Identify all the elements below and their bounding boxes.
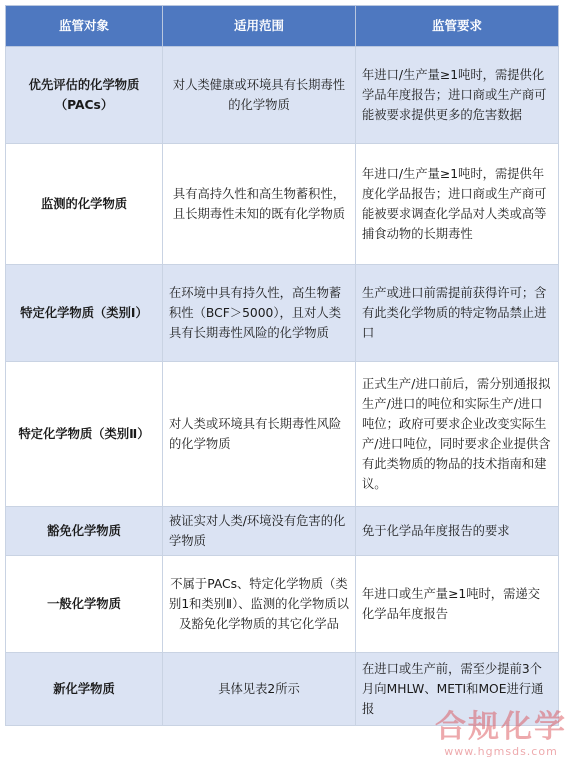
table-row <box>6 144 559 265</box>
cell-scope: 在环境中具有持久性，高生物蓄积性（BCF＞5000），且对人类具有长期毒性风险的化学物质 <box>163 265 356 362</box>
watermark-text: 合规化学 <box>435 709 567 745</box>
cell-category: 豁免化学物质 <box>6 507 163 556</box>
table-row <box>6 507 559 556</box>
cell-category: 一般化学物质 <box>6 556 163 653</box>
header-scope: 适用范围 <box>163 6 356 47</box>
cell-scope: 被证实对人类/环境没有危害的化学物质 <box>163 507 356 556</box>
cell-requirement: 年进口/生产量≥1吨时，需提供化学品年度报告；进口商或生产商可能被要求提供更多的危害数据 <box>356 47 559 144</box>
cell-scope: 不属于PACs、特定化学物质（类别1和类别Ⅱ）、监测的化学物质以及豁免化学物质的其它化学品 <box>163 556 356 653</box>
cell-scope: 具有高持久性和高生物蓄积性，且长期毒性未知的既有化学物质 <box>163 144 356 265</box>
cell-category: 新化学物质 <box>6 653 163 726</box>
watermark-logo <box>426 709 576 758</box>
header-requirement: 监管要求 <box>356 6 559 47</box>
table-row <box>6 362 559 507</box>
cell-requirement: 年进口/生产量≥1吨时，需提供年度化学品报告；进口商或生产商可能被要求调查化学品对人类或高等捕食动物的长期毒性 <box>356 144 559 265</box>
cell-category: 监测的化学物质 <box>6 144 163 265</box>
cell-category: 特定化学物质（类别Ⅰ） <box>6 265 163 362</box>
cell-requirement: 免于化学品年度报告的要求 <box>356 507 559 556</box>
cell-requirement: 正式生产/进口前后，需分别通报拟生产/进口的吨位和实际生产/进口吨位；政府可要求企业改变实际生产/进口吨位，同时要求企业提供含有此类物质的物品的技术指南和建议。 <box>356 362 559 507</box>
cell-requirement: 年进口或生产量≥1吨时，需递交化学品年度报告 <box>356 556 559 653</box>
cell-scope: 对人类或环境具有长期毒性风险的化学物质 <box>163 362 356 507</box>
table-row <box>6 47 559 144</box>
regulation-table <box>5 5 559 726</box>
table-header-row <box>6 6 559 47</box>
table-row <box>6 265 559 362</box>
cell-requirement: 生产或进口前需提前获得许可；含有此类化学物质的特定物品禁止进口 <box>356 265 559 362</box>
cell-category: 优先评估的化学物质（PACs） <box>6 47 163 144</box>
cell-requirement: 在进口或生产前，需至少提前3个月向MHLW、METI和MOE进行通报 <box>356 653 559 726</box>
cell-scope: 具体见表2所示 <box>163 653 356 726</box>
cell-category: 特定化学物质（类别Ⅱ） <box>6 362 163 507</box>
cell-scope: 对人类健康或环境具有长期毒性的化学物质 <box>163 47 356 144</box>
header-regulated-object: 监管对象 <box>6 6 163 47</box>
table-row <box>6 556 559 653</box>
watermark-url: www.hgmsds.com <box>444 745 558 758</box>
